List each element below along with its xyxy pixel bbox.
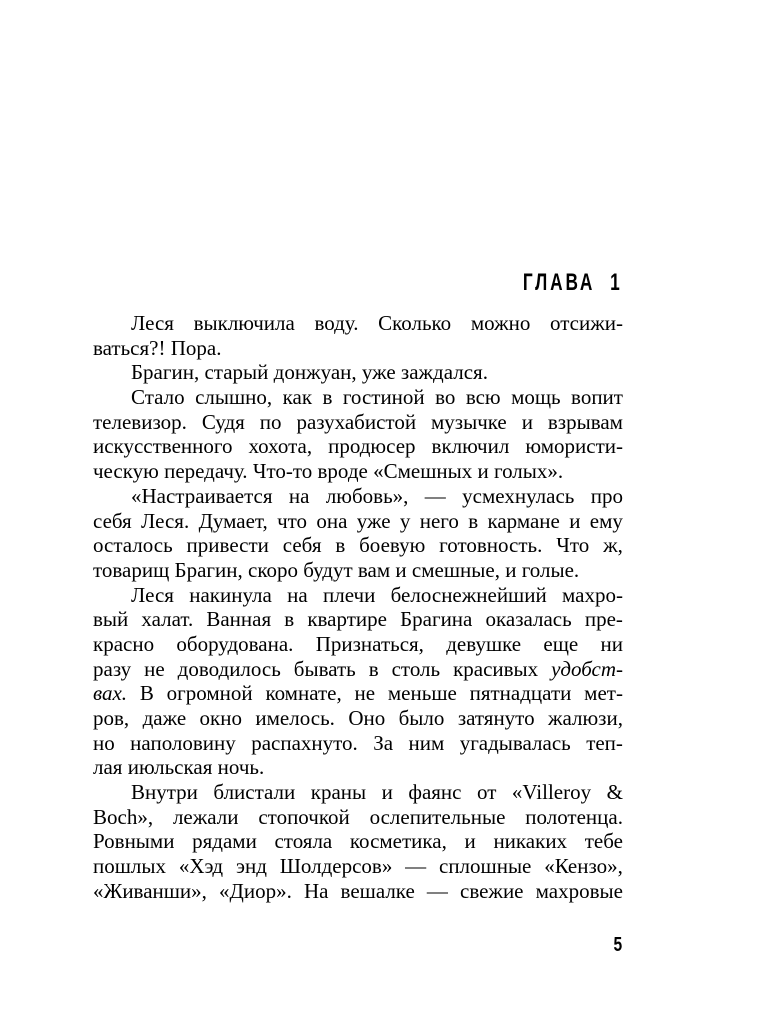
word: продюсер [328, 434, 416, 459]
word: воду. [314, 311, 359, 335]
word: не [354, 681, 376, 706]
word: вах. [93, 681, 128, 706]
word: комнате, [265, 681, 342, 706]
word: удобст- [551, 656, 623, 681]
word: плечи [323, 582, 376, 607]
word: ров, [93, 706, 130, 730]
text-line [93, 533, 623, 558]
word: Леся [131, 582, 174, 607]
word: Шолдерсов» [279, 854, 393, 879]
word: угадывалась [459, 730, 571, 755]
word: еще [543, 631, 579, 656]
word: Что-то [252, 459, 313, 484]
word: меньше [387, 681, 457, 706]
paragraph [93, 385, 623, 484]
word: передачу. [164, 459, 248, 484]
word: доводилось [177, 656, 281, 681]
word: ним [408, 730, 445, 755]
word: разухабистой [296, 409, 417, 434]
text-line [93, 632, 623, 657]
text-line [93, 731, 623, 756]
text-line [93, 558, 623, 583]
word: распахнуто. [251, 730, 358, 755]
word: лежали [172, 804, 239, 829]
word: и [464, 829, 476, 854]
word: не [144, 656, 165, 681]
word: и [395, 557, 407, 582]
word: — [405, 854, 427, 879]
word: мощь [511, 385, 561, 410]
word: что [277, 508, 308, 533]
word: тебе [584, 829, 623, 854]
word: привести [186, 533, 269, 558]
word: «Смешных [373, 459, 473, 484]
word: и [569, 508, 581, 533]
word: в [368, 656, 379, 681]
word: Брагина [400, 607, 473, 632]
word: & [606, 780, 623, 805]
text-line [93, 509, 623, 534]
text-line [93, 311, 623, 336]
word: отсижи- [550, 311, 623, 335]
paragraph [93, 360, 623, 385]
word: мет- [584, 681, 623, 706]
text-line [93, 360, 623, 385]
word: жалюзи, [548, 706, 623, 730]
word: лая [93, 755, 123, 780]
word: кармане [487, 508, 560, 533]
word: музычке [431, 409, 507, 434]
word: сплошные [439, 854, 532, 879]
paragraph [93, 311, 623, 360]
text-line [93, 583, 623, 608]
word: можно [470, 311, 531, 335]
word: Сколько [378, 311, 452, 335]
word: красно [93, 631, 155, 656]
word: накинула [189, 582, 272, 607]
word: будут [303, 557, 353, 582]
word: фаянс [408, 780, 462, 805]
word: Boch», [93, 804, 154, 829]
word: ослепительные [369, 804, 506, 829]
word: юмористи- [525, 434, 623, 459]
word: — [424, 483, 446, 508]
text-line [93, 706, 623, 731]
word: взрывам [547, 409, 623, 434]
word: белоснежнейший [390, 582, 547, 607]
word: пошлых [93, 854, 166, 879]
word: пре- [584, 607, 623, 632]
word: энд [235, 854, 267, 879]
word: Брагин, [131, 360, 200, 385]
word: Брагин, [174, 557, 243, 582]
word: донжуан, [273, 360, 357, 385]
word: оказалась [485, 607, 572, 632]
body-text [93, 311, 623, 904]
word: него [419, 508, 459, 533]
word: заждался. [400, 360, 488, 385]
word: «Живанши», [93, 878, 207, 903]
text-line [93, 484, 623, 509]
word: вый [93, 607, 129, 632]
text-line [93, 459, 623, 484]
word: ческую [93, 459, 159, 484]
page-number: 5 [613, 934, 622, 956]
word: и [521, 409, 533, 434]
word: ему [589, 508, 623, 533]
word: и [381, 780, 393, 805]
word: махровые [535, 878, 623, 903]
word: свежие [460, 878, 524, 903]
word: Что [556, 533, 590, 558]
text-line [93, 410, 623, 435]
word: себя [282, 533, 322, 558]
word: ж, [603, 533, 623, 558]
word: красивых [453, 656, 539, 681]
word: но [93, 730, 115, 755]
word: во [435, 385, 456, 410]
word: Ровными [93, 829, 175, 854]
word: на [287, 582, 308, 607]
word: ночь. [217, 755, 265, 780]
word: Думает, [198, 508, 268, 533]
word: «Настраивается [131, 483, 273, 508]
word: пятнадцати [469, 681, 572, 706]
word: всю [465, 385, 501, 410]
text-line [93, 657, 623, 682]
word: Оно [348, 706, 386, 730]
word: включил [431, 434, 510, 459]
word: уже [361, 360, 396, 385]
word: Пора. [170, 335, 222, 360]
word: махро- [562, 582, 623, 607]
word: про [590, 483, 623, 508]
word: ваться?! [93, 335, 166, 360]
text-line [93, 755, 623, 780]
word: вопит [571, 385, 623, 410]
word: голых». [493, 459, 564, 484]
word: слышно, [195, 385, 273, 410]
word: скоро [248, 557, 298, 582]
word: стояла [274, 829, 333, 854]
word: себя [93, 508, 132, 533]
word: товарищ [93, 557, 170, 582]
word: искусственного [93, 434, 233, 459]
word: она [316, 508, 348, 533]
word: старый [204, 360, 269, 385]
word: было [398, 706, 445, 730]
word: в [468, 508, 479, 533]
word: стопочкой [258, 804, 350, 829]
word: в [335, 533, 346, 558]
word: готовность. [439, 533, 543, 558]
word: Признаться, [315, 631, 424, 656]
word: теп- [586, 730, 623, 755]
word: бывать [293, 656, 356, 681]
word: боевую [359, 533, 426, 558]
paragraph [93, 484, 623, 583]
word: «Villeroy [511, 780, 592, 805]
text-line [93, 805, 623, 830]
word: Ванная [206, 607, 272, 632]
word: «Диор». [219, 878, 292, 903]
word: Судя [201, 409, 245, 434]
word: у [399, 508, 411, 533]
word: наполовину [130, 730, 236, 755]
word: косметика, [349, 829, 447, 854]
text-line [93, 780, 623, 805]
paragraph [93, 780, 623, 903]
word: июльская [127, 755, 213, 780]
text-line [93, 434, 623, 459]
word: голые. [521, 557, 580, 582]
word: осталось [93, 533, 173, 558]
word: любовь», [325, 483, 409, 508]
word: — [426, 878, 448, 903]
word: В [139, 681, 154, 706]
word: Леся. [141, 508, 190, 533]
text-line [93, 336, 623, 361]
word: Внутри [131, 780, 198, 805]
word: Стало [131, 385, 185, 410]
word: гостиной [342, 385, 425, 410]
word: рядами [192, 829, 257, 854]
text-line [93, 607, 623, 632]
text-line [93, 879, 623, 904]
word: уже [356, 508, 391, 533]
word: халат. [141, 607, 194, 632]
chapter-heading: ГЛАВА 1 [523, 269, 623, 296]
text-line [93, 681, 623, 706]
word: разу [93, 656, 132, 681]
word: даже [142, 706, 187, 730]
word: За [373, 730, 394, 755]
word: девушке [446, 631, 522, 656]
word: блистали [213, 780, 296, 805]
word: полотенца. [525, 804, 623, 829]
word: от [476, 780, 497, 805]
word: на [288, 483, 310, 508]
word: окно [199, 706, 242, 730]
word: вешалке [340, 878, 415, 903]
text-line [93, 829, 623, 854]
word: Леся [131, 311, 174, 335]
word: в [284, 607, 295, 632]
word: усмехнулась [462, 483, 575, 508]
word: вроде [317, 459, 368, 484]
word: смешные, [411, 557, 500, 582]
text-line [93, 385, 623, 410]
word: имелось. [255, 706, 335, 730]
word: хохота, [248, 434, 313, 459]
word: и [477, 459, 489, 484]
word: На [303, 878, 329, 903]
word: затянуто [457, 706, 535, 730]
word: «Хэд [178, 854, 224, 879]
word: «Кензо», [544, 854, 623, 879]
word: в [322, 385, 333, 410]
paragraph [93, 583, 623, 781]
word: огромной [166, 681, 253, 706]
word: как [282, 385, 313, 410]
word: телевизор. [93, 409, 187, 434]
word: квартире [307, 607, 387, 632]
word: никаких [493, 829, 568, 854]
text-line [93, 854, 623, 879]
word: краны [310, 780, 367, 805]
word: вам [357, 557, 391, 582]
word: ни [600, 631, 623, 656]
word: выключила [193, 311, 295, 335]
word: и [505, 557, 517, 582]
word: оборудована. [176, 631, 294, 656]
word: столь [391, 656, 441, 681]
word: по [259, 409, 282, 434]
